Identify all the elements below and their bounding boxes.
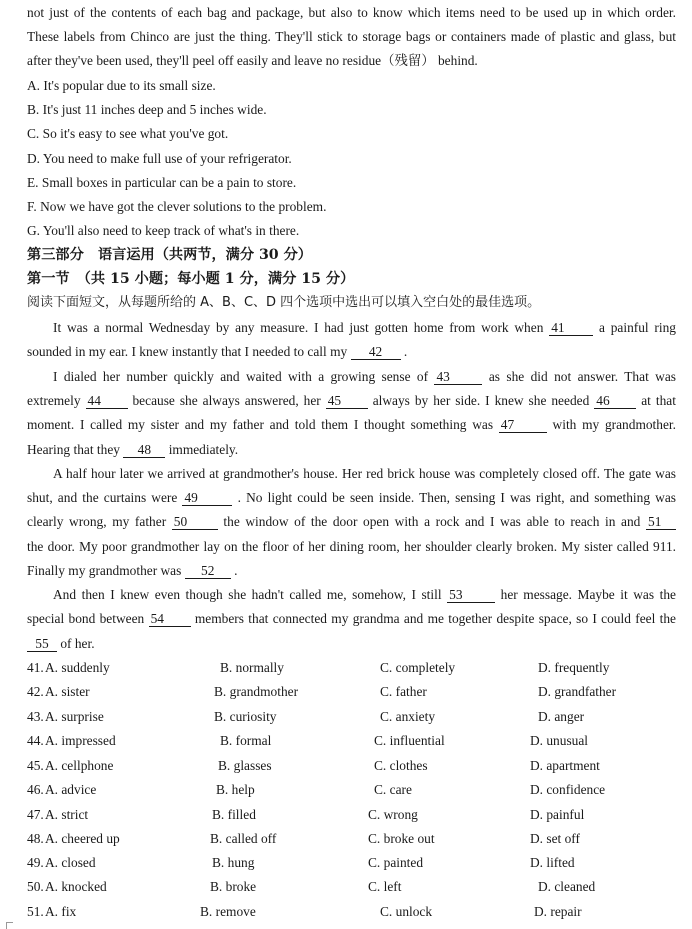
blank-43: 43 <box>434 370 482 385</box>
question-number: 42. <box>27 684 44 699</box>
question-number: 49. <box>27 855 44 870</box>
cloze-text: sounded in my ear. I knew instantly that I needed to call my <box>27 344 348 359</box>
cloze-text: a painful ring <box>598 320 676 335</box>
blank-53: 53 <box>447 588 495 603</box>
cloze-text: Hearing that they <box>27 442 120 457</box>
cloze-text: of her. <box>60 636 95 651</box>
page-corner-mark <box>6 922 13 929</box>
cloze-text: at that <box>641 393 676 408</box>
cloze-text: immediately. <box>168 442 239 457</box>
cloze-text: her message. Maybe it was the <box>500 587 676 602</box>
cloze-line <box>27 319 676 337</box>
option-d: D. repair <box>534 904 582 919</box>
choice-option-c: C. So it's easy to see what you've got. <box>27 126 229 141</box>
cloze-line <box>27 610 676 628</box>
blank-48: 48 <box>123 443 165 458</box>
blank-45: 45 <box>326 394 368 409</box>
cloze-line <box>27 441 676 459</box>
cloze-text: special bond between <box>27 611 145 626</box>
option-b: B. hung <box>212 855 255 870</box>
option-b: B. curiosity <box>214 709 277 724</box>
question-number: 48. <box>27 831 44 846</box>
option-a: A. strict <box>45 807 89 822</box>
option-d: D. confidence <box>530 782 606 797</box>
passage-line: These labels from Chinco are just the thing. They'll stick to storage bags or containers made of plastic and glass, but <box>27 29 676 44</box>
option-a: A. cheered up <box>45 831 120 846</box>
option-c: C. care <box>374 782 412 797</box>
blank-51: 51 <box>646 515 676 530</box>
question-number: 51. <box>27 904 44 919</box>
cloze-text: always by her side. I knew she needed <box>372 393 590 408</box>
cloze-line <box>27 392 676 410</box>
option-b: B. remove <box>200 904 256 919</box>
choice-option-a: A. It's popular due to its small size. <box>27 78 216 93</box>
option-b: B. filled <box>212 807 256 822</box>
cloze-text: . <box>403 344 408 359</box>
option-c: C. influential <box>374 733 445 748</box>
option-c: C. anxiety <box>380 709 436 724</box>
cloze-text: members that connected my grandma and me together despite space, so I could feel the <box>194 611 676 626</box>
option-a: A. suddenly <box>45 660 110 675</box>
option-c: C. clothes <box>374 758 428 773</box>
option-c: C. wrong <box>368 807 418 822</box>
choice-option-e: E. Small boxes in particular can be a pain to store. <box>27 175 297 190</box>
option-a: A. impressed <box>45 733 116 748</box>
option-a: A. cellphone <box>45 758 114 773</box>
option-d: D. lifted <box>530 855 575 870</box>
choice-option-b: B. It's just 11 inches deep and 5 inches wide. <box>27 102 267 117</box>
cloze-text: It was a normal Wednesday by any measure. I had just gotten home from work when <box>53 320 544 335</box>
blank-46: 46 <box>594 394 636 409</box>
option-b: B. help <box>216 782 255 797</box>
option-d: D. unusual <box>530 733 589 748</box>
passage-line: not just of the contents of each bag and package, but also to know which items need to be used up in which order. <box>27 5 676 20</box>
cloze-text: as she did not answer. That was <box>488 369 676 384</box>
option-c: C. painted <box>368 855 424 870</box>
passage-line: after they've been used, they'll peel off easily and leave no residue（残留） behind. <box>27 53 478 68</box>
cloze-text: moment. I called my sister and my father and told them I thought something was <box>27 417 494 432</box>
blank-54: 54 <box>149 612 191 627</box>
section1-heading: 第一节 （共 15 小题；每小题 1 分，满分 15 分） <box>27 271 355 287</box>
part3-heading: 第三部分 语言运用（共两节，满分 30 分） <box>27 247 312 263</box>
option-b: B. formal <box>220 733 272 748</box>
option-b: B. grandmother <box>214 684 299 699</box>
cloze-text: And then I knew even though she hadn't called me, somehow, I still <box>53 587 442 602</box>
option-d: D. apartment <box>530 758 600 773</box>
instructions: 阅读下面短文，从每题所给的 A、B、C、D 四个选项中选出可以填入空白处的最佳选项。 <box>27 295 541 310</box>
cloze-line <box>27 368 676 386</box>
blank-55: 55 <box>27 637 57 652</box>
cloze-text: I dialed her number quickly and waited with a growing sense of <box>53 369 429 384</box>
option-c: C. unlock <box>380 904 433 919</box>
cloze-text: shut, and the curtains were <box>27 490 178 505</box>
cloze-text: . <box>234 563 238 578</box>
option-d: D. set off <box>530 831 580 846</box>
blank-49: 49 <box>182 491 232 506</box>
option-d: D. anger <box>538 709 585 724</box>
cloze-text: clearly wrong, my father <box>27 514 167 529</box>
question-number: 50. <box>27 879 44 894</box>
question-number: 41. <box>27 660 44 675</box>
option-d: D. grandfather <box>538 684 617 699</box>
option-d: D. cleaned <box>538 879 596 894</box>
option-a: A. fix <box>45 904 77 919</box>
question-number: 45. <box>27 758 44 773</box>
cloze-line <box>27 562 676 580</box>
option-a: A. advice <box>45 782 97 797</box>
option-c: C. left <box>368 879 402 894</box>
blank-41: 41 <box>549 321 593 336</box>
question-number: 47. <box>27 807 44 822</box>
blank-50: 50 <box>172 515 218 530</box>
question-number: 44. <box>27 733 44 748</box>
cloze-line <box>27 489 676 507</box>
cloze-line <box>27 343 676 361</box>
choice-option-g: G. You'll also need to keep track of what's in there. <box>27 223 300 238</box>
option-c: C. father <box>380 684 427 699</box>
cloze-line: A half hour later we arrived at grandmother's house. Her red brick house was completely closed off. The gate was <box>53 466 676 481</box>
blank-47: 47 <box>499 418 547 433</box>
option-c: C. completely <box>380 660 456 675</box>
blank-44: 44 <box>86 394 128 409</box>
cloze-text: extremely <box>27 393 81 408</box>
question-number: 43. <box>27 709 44 724</box>
cloze-line <box>27 635 676 653</box>
option-b: B. glasses <box>218 758 272 773</box>
option-a: A. sister <box>45 684 90 699</box>
cloze-text: . No light could be seen inside. Then, sensing I was right, and something was <box>237 490 676 505</box>
option-c: C. broke out <box>368 831 435 846</box>
blank-52: 52 <box>185 564 231 579</box>
option-b: B. called off <box>210 831 277 846</box>
option-a: A. knocked <box>45 879 107 894</box>
option-d: D. frequently <box>538 660 610 675</box>
cloze-line: the door. My poor grandmother lay on the floor of her dining room, her shoulder clearly broken. My sister called 911. <box>27 539 676 554</box>
cloze-line <box>27 416 676 434</box>
cloze-text: Finally my grandmother was <box>27 563 182 578</box>
question-number: 46. <box>27 782 44 797</box>
option-a: A. surprise <box>45 709 104 724</box>
cloze-text: with my grandmother. <box>552 417 676 432</box>
option-b: B. broke <box>210 879 257 894</box>
option-b: B. normally <box>220 660 284 675</box>
choice-option-d: D. You need to make full use of your refrigerator. <box>27 151 292 166</box>
cloze-text: because she always answered, her <box>132 393 321 408</box>
cloze-line <box>27 513 676 531</box>
choice-option-f: F. Now we have got the clever solutions to the problem. <box>27 199 327 214</box>
cloze-text: the window of the door open with a rock and I was able to reach in and <box>223 514 641 529</box>
blank-42: 42 <box>351 345 401 360</box>
option-d: D. painful <box>530 807 585 822</box>
cloze-line <box>27 586 676 604</box>
option-a: A. closed <box>45 855 96 870</box>
